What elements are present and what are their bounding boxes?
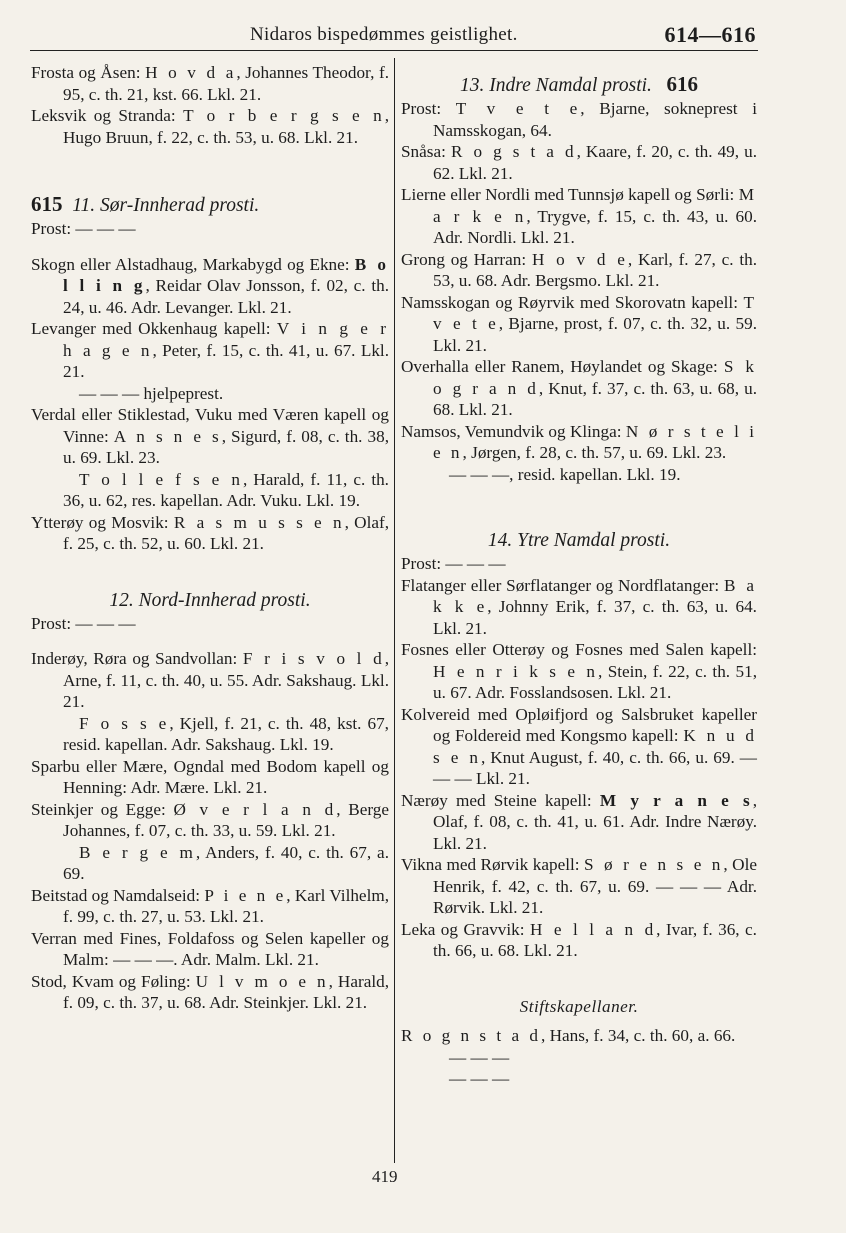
entry-lierne: Lierne eller Nordli med Tunnsjø kapell og Sørli: M a r k e n, Trygve, f. 15, c. th. 43, u. 60. Adr. Nordli. Lkl. 21. bbox=[401, 185, 757, 247]
entry-verran: Verran med Fines, Foldafoss og Selen kapeller og Malm: — — —. Adr. Malm. Lkl. 21. bbox=[31, 928, 389, 969]
entry-frosta: Frosta og Åsen: H o v d a, Johannes Theodor, f. 95, c. th. 21, kst. 66. Lkl. 21. bbox=[31, 63, 389, 104]
entry-grong: Grong og Harran: H o v d e, Karl, f. 27, c. th. 53, u. 68. Adr. Bergsmo. Lkl. 21. bbox=[401, 249, 757, 290]
entry-namsos: Namsos, Vemundvik og Klinga: N ø r s t e l i e n, Jørgen, f. 28, c. th. 57, u. 69. Lkl. 23. bbox=[401, 421, 758, 462]
entry-snasa: Snåsa: R o g s t a d, Kaare, f. 20, c. th. 49, u. 62. Lkl. 21. bbox=[401, 142, 758, 183]
entry-rognstad: R o g n s t a d, Hans, f. 34, c. th. 60, a. 66. bbox=[401, 1026, 736, 1045]
section-heading-11: 615 11. Sør-Innherad prosti. bbox=[31, 192, 260, 216]
right-column bbox=[401, 62, 757, 1090]
entry-leksvik: Leksvik og Stranda: T o r b e r g s e n, Hugo Bruun, f. 22, c. th. 53, u. 68. Lkl. 21. bbox=[31, 106, 389, 147]
section-heading-14: 14. Ytre Namdal prosti. bbox=[487, 530, 671, 551]
entry-fosnes: Fosnes eller Otterøy og Fosnes med Salen kapell: H e n r i k s e n, Stein, f. 22, c. th. 51, u. 67. Adr. Fosslandsosen. Lkl. 21. bbox=[401, 640, 757, 702]
entry-bergem: B e r g e m, Anders, f. 40, c. th. 67, a. 69. bbox=[63, 842, 389, 883]
page-number: 419 bbox=[372, 1167, 398, 1186]
entry-sparbu: Sparbu eller Mære, Ogndal med Bodom kapell og Henning: Adr. Mære. Lkl. 21. bbox=[31, 756, 389, 797]
entry-vikna: Vikna med Rørvik kapell: S ø r e n s e n, Ole Henrik, f. 42, c. th. 67, u. 69. — — — Adr. Rørvik. Lkl. 21. bbox=[401, 855, 758, 917]
entry-dash-2: — — — bbox=[449, 1069, 510, 1088]
entry-namsskogan: Namsskogan og Røyrvik med Skorovatn kapell: T v e t e, Bjarne, prost, f. 07, c. th. 32, u. 59. Lkl. 21. bbox=[401, 292, 757, 355]
entry-hjelpeprest: — — — hjelpeprest. bbox=[79, 383, 224, 403]
entry-resid-kapellan: — — —, resid. kapellan. Lkl. 19. bbox=[449, 464, 681, 484]
entry-leka: Leka og Gravvik: H e l l a n d, Ivar, f. 36, c. th. 66, u. 68. Lkl. 21. bbox=[401, 919, 757, 960]
entry-beitstad: Beitstad og Namdalseid: P i e n e, Karl Vilhelm, f. 99, c. th. 27, u. 53. Lkl. 21. bbox=[31, 885, 390, 926]
section-heading-12: 12. Nord-Innherad prosti. bbox=[109, 589, 311, 611]
entry-verdal: Verdal eller Stiklestad, Vuku med Væren kapell og Vinne: A n s n e s, Sigurd, f. 08, c. th. 38, u. 69. Lkl. 23. bbox=[31, 405, 389, 467]
stiftskapellaner-heading: Stiftskapellaner. bbox=[519, 996, 639, 1016]
prost-13: Prost: T v e t e, Bjarne, sokneprest i Namsskogan, 64. bbox=[401, 99, 757, 140]
entry-ytteroy: Ytterøy og Mosvik: R a s m u s s e n, Olaf, f. 25, c. th. 52, u. 60. Lkl. 21. bbox=[31, 512, 389, 553]
running-header-page-range: 614—616 bbox=[664, 22, 756, 47]
entry-overhalla: Overhalla eller Ranem, Høylandet og Skage: S k o g r a n d, Knut, f. 37, c. th. 63, u. 68, u. 68. Lkl. 21. bbox=[401, 357, 757, 419]
entry-tollefsen: T o l l e f s e n, Harald, f. 11, c. th. 36, u. 62, res. kapellan. Adr. Vuku. Lkl. 19. bbox=[63, 469, 389, 510]
entry-kolvereid: Kolvereid med Opløifjord og Salsbruket kapeller og Foldereid med Kongsmo kapell: K n u d s e n, Knut August, f. 40, c. th. 66, u. 69. — — — Lkl. 21. bbox=[401, 704, 757, 788]
entry-fosse: F o s s e, Kjell, f. 21, c. th. 48, kst. 67, resid. kapellan. Adr. Sakshaug. Lkl. 19. bbox=[63, 713, 389, 754]
left-column bbox=[31, 62, 389, 1014]
section-heading-13: 13. Indre Namdal prosti. 616 bbox=[459, 72, 699, 96]
entry-stod: Stod, Kvam og Føling: U l v m o e n, Harald, f. 09, c. th. 37, u. 68. Adr. Steinkjer. Lkl. 21. bbox=[31, 971, 389, 1012]
entry-dash-1: — — — bbox=[449, 1047, 510, 1067]
entry-steinkjer: Steinkjer og Egge: Ø v e r l a n d, Berge Johannes, f. 07, c. th. 33, u. 59. Lkl. 21. bbox=[31, 799, 390, 840]
entry-inderoy: Inderøy, Røra og Sandvollan: F r i s v o l d, Arne, f. 11, c. th. 40, u. 55. Adr. Sakshaug. Lkl. 21. bbox=[31, 649, 389, 711]
header-rule bbox=[30, 50, 758, 51]
prost-14: Prost: — — — bbox=[401, 554, 506, 573]
running-header-title: Nidaros bispedømmes geistlighet. bbox=[250, 24, 518, 45]
column-divider bbox=[394, 58, 395, 1163]
entry-naeroy: Nærøy med Steine kapell: M y r a n e s, Olaf, f. 08, c. th. 41, u. 61. Adr. Indre Nærøy. Lkl. 21. bbox=[401, 790, 757, 853]
entry-skogn: Skogn eller Alstadhaug, Markabygd og Ekne: B o l l i n g, Reidar Olav Jonsson, f. 02, c. th. 24, u. 46. Adr. Levanger. Lkl. 21. bbox=[31, 254, 389, 317]
entry-flatanger: Flatanger eller Sørflatanger og Nordflatanger: B a k k e, Johnny Erik, f. 37, c. th. 63, u. 64. Lkl. 21. bbox=[401, 575, 757, 638]
entry-levanger: Levanger med Okkenhaug kapell: V i n g e r h a g e n, Peter, f. 15, c. th. 41, u. 67. Lkl. 21. bbox=[31, 319, 390, 381]
prost-11: Prost: — — — bbox=[31, 219, 136, 238]
prost-12: Prost: — — — bbox=[31, 613, 136, 633]
